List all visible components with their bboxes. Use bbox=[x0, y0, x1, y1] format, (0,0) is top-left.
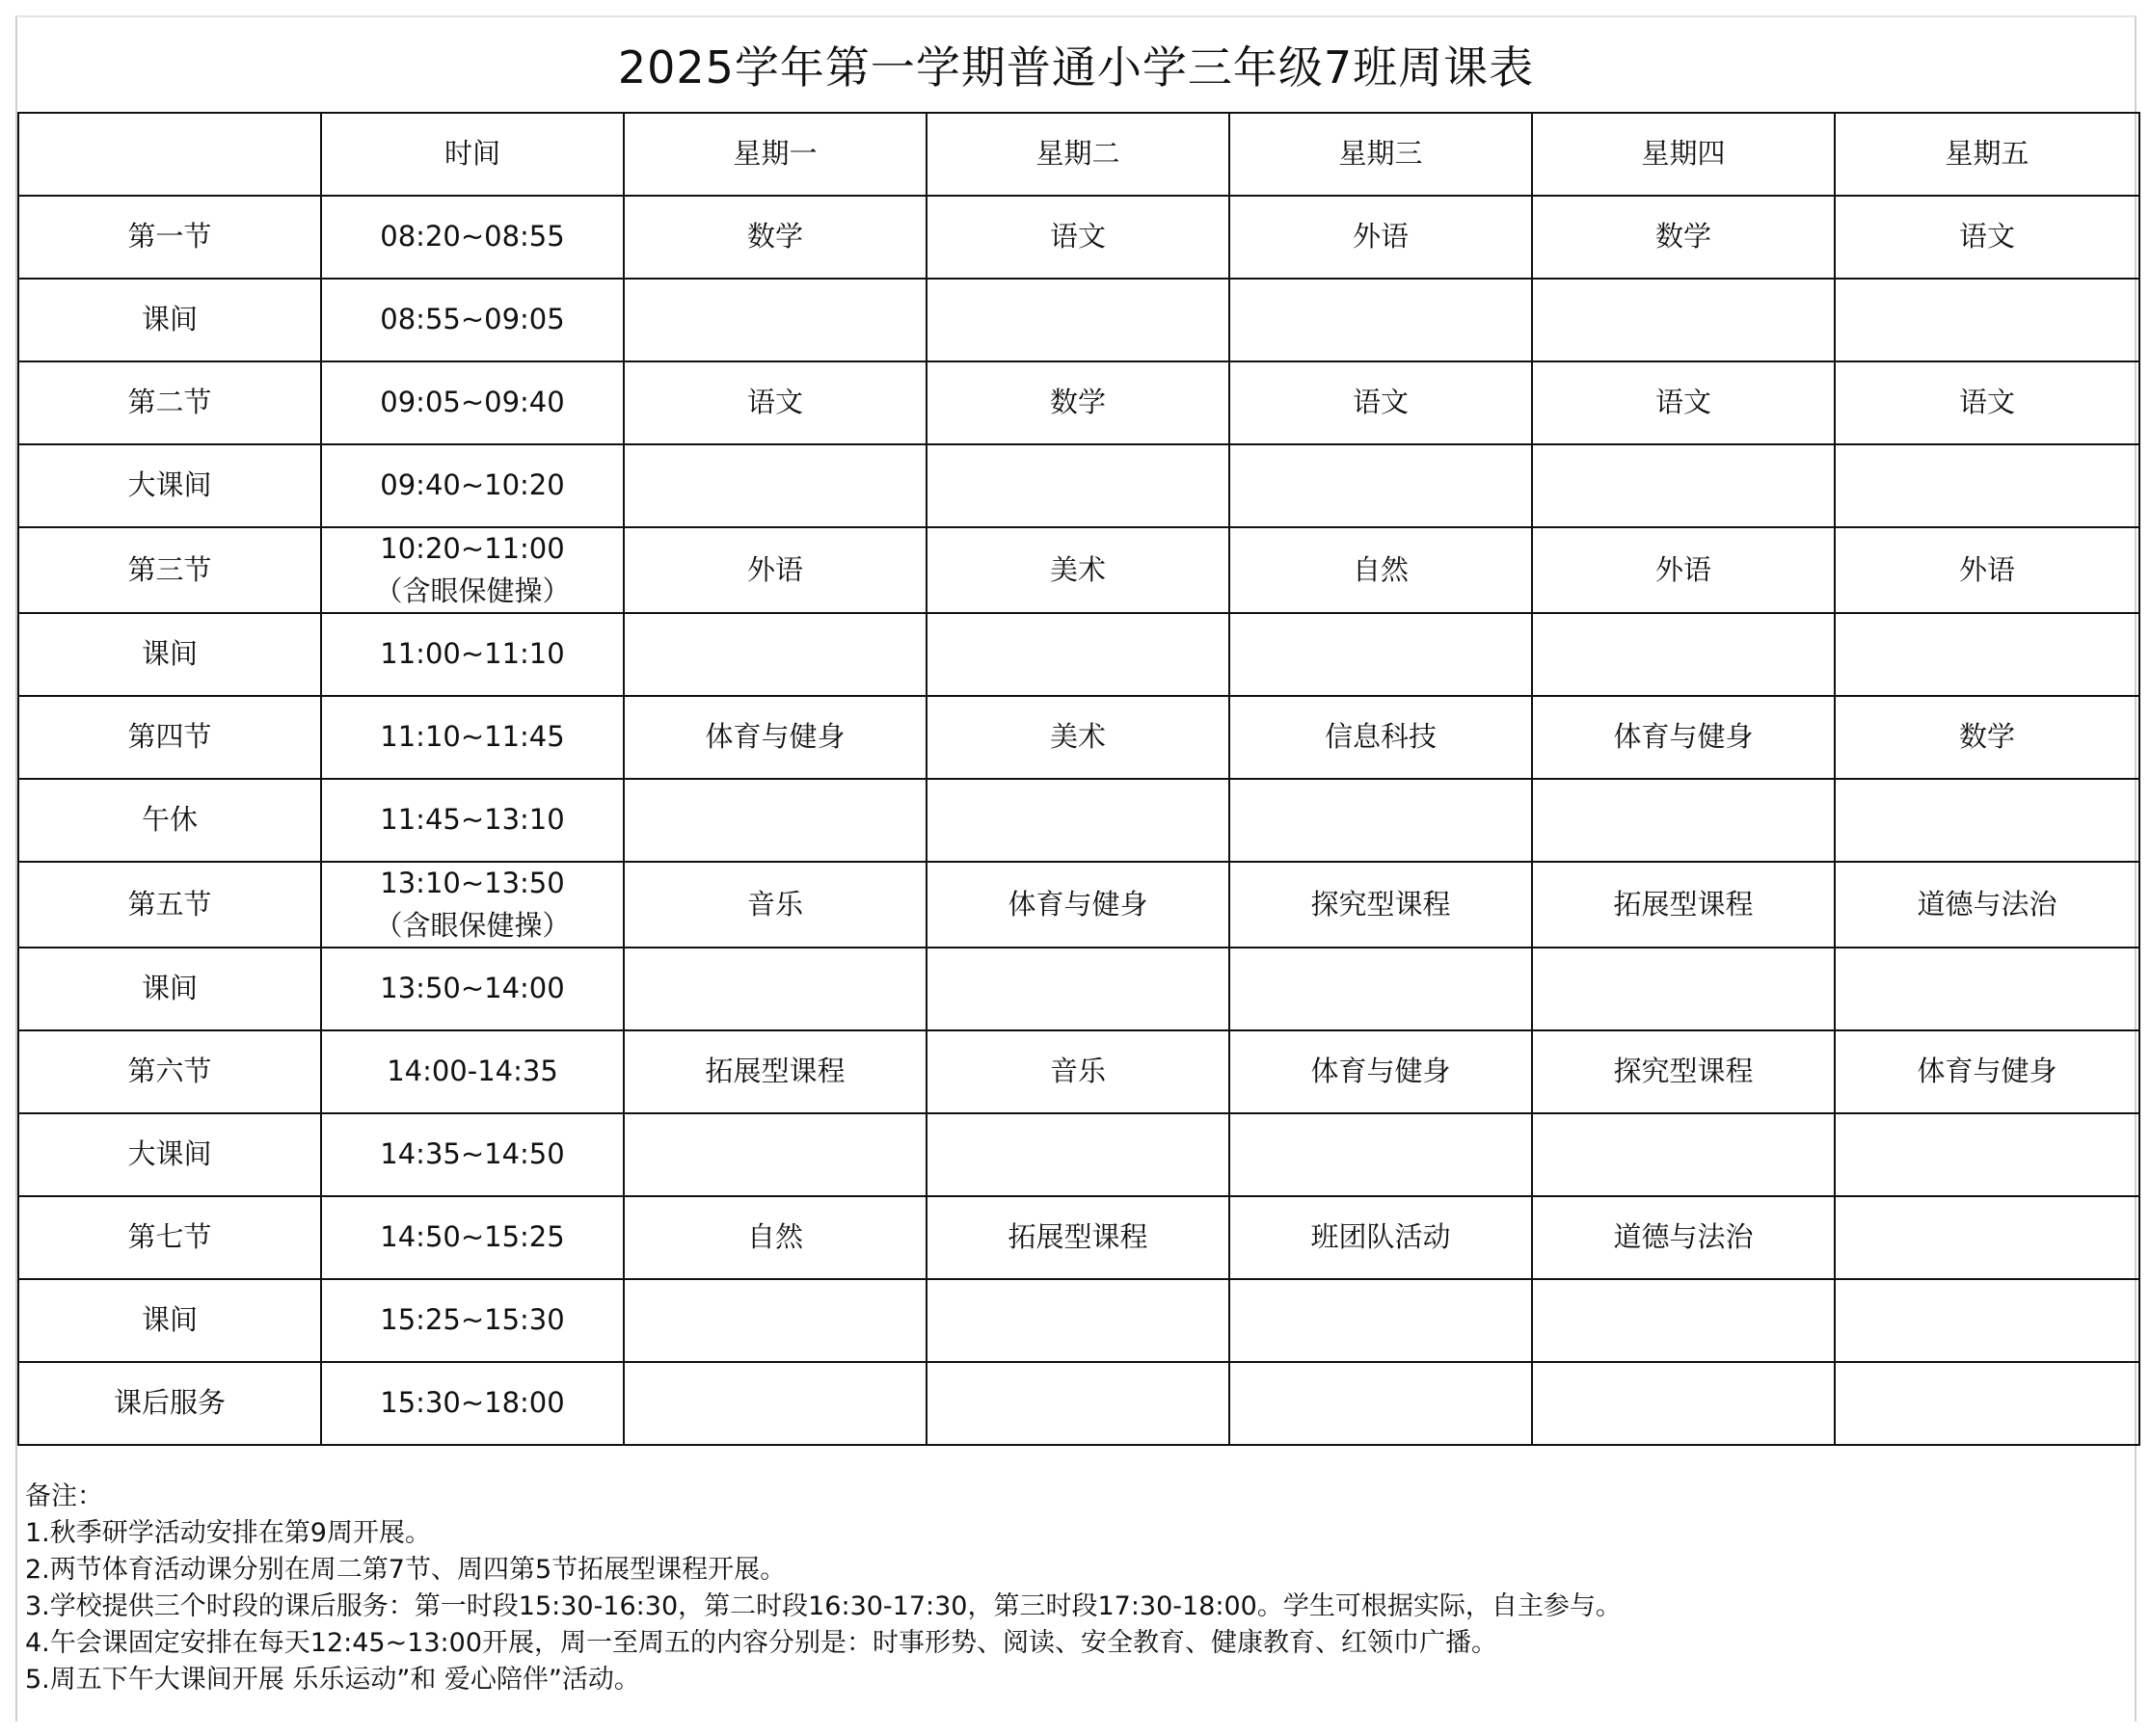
subject-cell: 数学 bbox=[1835, 696, 2139, 779]
time-range: 08:55~09:05 bbox=[380, 303, 565, 336]
schedule-row bbox=[18, 862, 2139, 948]
subject-cell bbox=[1532, 279, 1835, 361]
subject-cell bbox=[624, 948, 927, 1030]
subject-cell: 体育与健身 bbox=[1835, 1030, 2139, 1113]
subject-cell: 外语 bbox=[1835, 527, 2139, 613]
subject-cell: 音乐 bbox=[624, 862, 927, 948]
time-range: 11:00~11:10 bbox=[380, 637, 565, 671]
period-cell: 第七节 bbox=[18, 1196, 321, 1279]
header-day-friday: 星期五 bbox=[1835, 113, 2139, 196]
time-range: 09:05~09:40 bbox=[380, 386, 565, 419]
subject-cell bbox=[1229, 1362, 1532, 1445]
subject-cell: 体育与健身 bbox=[927, 862, 1229, 948]
subject-cell: 美术 bbox=[927, 527, 1229, 613]
time-cell bbox=[321, 862, 624, 948]
period-cell: 第一节 bbox=[18, 196, 321, 279]
subject-cell: 语文 bbox=[624, 361, 927, 444]
time-cell bbox=[321, 444, 624, 527]
subject-cell bbox=[927, 779, 1229, 862]
subject-cell: 道德与法治 bbox=[1532, 1196, 1835, 1279]
time-cell bbox=[321, 613, 624, 696]
schedule-row bbox=[18, 1030, 2139, 1113]
subject-cell: 数学 bbox=[927, 361, 1229, 444]
time-cell bbox=[321, 1196, 624, 1279]
subject-cell bbox=[1835, 279, 2139, 361]
schedule-row bbox=[18, 1279, 2139, 1362]
subject-cell bbox=[927, 613, 1229, 696]
subject-cell: 语文 bbox=[1532, 361, 1835, 444]
time-cell bbox=[321, 361, 624, 444]
time-range: 09:40~10:20 bbox=[380, 468, 565, 502]
subject-cell bbox=[927, 279, 1229, 361]
subject-cell bbox=[1835, 1362, 2139, 1445]
subject-cell: 数学 bbox=[624, 196, 927, 279]
subject-cell: 班团队活动 bbox=[1229, 1196, 1532, 1279]
time-range: 14:50~15:25 bbox=[380, 1220, 565, 1254]
subject-cell bbox=[624, 1113, 927, 1196]
header-blank-cell bbox=[18, 113, 321, 196]
subject-cell bbox=[624, 444, 927, 527]
schedule-row bbox=[18, 613, 2139, 696]
time-cell bbox=[321, 948, 624, 1030]
schedule-row bbox=[18, 696, 2139, 779]
subject-cell bbox=[624, 1279, 927, 1362]
schedule-row bbox=[18, 1113, 2139, 1196]
schedule-sheet bbox=[15, 15, 2137, 1722]
subject-cell bbox=[1532, 1113, 1835, 1196]
subject-cell bbox=[624, 779, 927, 862]
header-day-monday: 星期一 bbox=[624, 113, 927, 196]
note-item: 3.学校提供三个时段的课后服务：第一时段15:30-16:30，第二时段16:30-17:30，第三时段17:30-18:00。学生可根据实际，自主参与。 bbox=[25, 1591, 1622, 1621]
subject-cell bbox=[1229, 1279, 1532, 1362]
schedule-row bbox=[18, 1196, 2139, 1279]
subject-cell bbox=[1835, 948, 2139, 1030]
note-item: 2.两节体育活动课分别在周二第7节、周四第5节拓展型课程开展。 bbox=[25, 1555, 787, 1585]
subject-cell bbox=[1229, 779, 1532, 862]
header-day-thursday: 星期四 bbox=[1532, 113, 1835, 196]
time-cell bbox=[321, 696, 624, 779]
schedule-row bbox=[18, 1362, 2139, 1445]
time-range: 15:30~18:00 bbox=[380, 1386, 565, 1420]
schedule-row bbox=[18, 444, 2139, 527]
subject-cell: 拓展型课程 bbox=[927, 1196, 1229, 1279]
subject-cell: 外语 bbox=[624, 527, 927, 613]
time-range: 11:45~13:10 bbox=[380, 803, 565, 837]
subject-cell bbox=[1532, 613, 1835, 696]
period-cell: 大课间 bbox=[18, 1113, 321, 1196]
time-cell bbox=[321, 1113, 624, 1196]
subject-cell bbox=[1835, 1196, 2139, 1279]
header-day-tuesday: 星期二 bbox=[927, 113, 1229, 196]
time-cell bbox=[321, 196, 624, 279]
subject-cell: 拓展型课程 bbox=[1532, 862, 1835, 948]
time-cell bbox=[321, 1279, 624, 1362]
period-cell: 第三节 bbox=[18, 527, 321, 613]
subject-cell: 探究型课程 bbox=[1532, 1030, 1835, 1113]
subject-cell bbox=[1835, 444, 2139, 527]
subject-cell bbox=[1835, 779, 2139, 862]
subject-cell: 自然 bbox=[1229, 527, 1532, 613]
time-range: 13:10~13:50 bbox=[380, 867, 565, 899]
period-cell: 课间 bbox=[18, 948, 321, 1030]
schedule-row bbox=[18, 779, 2139, 862]
schedule-row bbox=[18, 196, 2139, 279]
time-range: 15:25~15:30 bbox=[380, 1303, 565, 1337]
period-cell: 第二节 bbox=[18, 361, 321, 444]
period-cell: 课间 bbox=[18, 279, 321, 361]
header-time-cell: 时间 bbox=[321, 113, 624, 196]
schedule-row bbox=[18, 361, 2139, 444]
schedule-row bbox=[18, 527, 2139, 613]
schedule-table bbox=[17, 112, 2140, 1446]
time-cell bbox=[321, 279, 624, 361]
header-day-wednesday: 星期三 bbox=[1229, 113, 1532, 196]
time-range: 10:20~11:00 bbox=[380, 532, 565, 565]
subject-cell: 外语 bbox=[1532, 527, 1835, 613]
subject-cell bbox=[927, 948, 1229, 1030]
period-cell: 午休 bbox=[18, 779, 321, 862]
subject-cell bbox=[1229, 1113, 1532, 1196]
time-cell bbox=[321, 1362, 624, 1445]
period-cell: 课后服务 bbox=[18, 1362, 321, 1445]
subject-cell: 自然 bbox=[624, 1196, 927, 1279]
subject-cell bbox=[1532, 444, 1835, 527]
subject-cell: 数学 bbox=[1532, 196, 1835, 279]
schedule-row bbox=[18, 948, 2139, 1030]
subject-cell: 探究型课程 bbox=[1229, 862, 1532, 948]
subject-cell: 语文 bbox=[1229, 361, 1532, 444]
subject-cell: 拓展型课程 bbox=[624, 1030, 927, 1113]
time-note: （含眼保健操） bbox=[374, 574, 571, 607]
time-cell bbox=[321, 1030, 624, 1113]
subject-cell: 外语 bbox=[1229, 196, 1532, 279]
subject-cell bbox=[1229, 613, 1532, 696]
period-cell: 第四节 bbox=[18, 696, 321, 779]
subject-cell bbox=[1835, 613, 2139, 696]
period-cell: 第五节 bbox=[18, 862, 321, 948]
subject-cell: 信息科技 bbox=[1229, 696, 1532, 779]
subject-cell bbox=[1532, 1279, 1835, 1362]
time-cell bbox=[321, 779, 624, 862]
subject-cell bbox=[1532, 948, 1835, 1030]
schedule-body bbox=[18, 196, 2139, 1445]
time-range: 11:10~11:45 bbox=[380, 720, 565, 754]
subject-cell bbox=[927, 1279, 1229, 1362]
subject-cell: 语文 bbox=[1835, 196, 2139, 279]
subject-cell bbox=[1229, 948, 1532, 1030]
subject-cell bbox=[1532, 1362, 1835, 1445]
subject-cell bbox=[624, 613, 927, 696]
subject-cell bbox=[1532, 779, 1835, 862]
subject-cell bbox=[624, 279, 927, 361]
subject-cell: 美术 bbox=[927, 696, 1229, 779]
notes-heading: 备注： bbox=[25, 1482, 103, 1511]
subject-cell bbox=[1229, 279, 1532, 361]
time-range: 14:00-14:35 bbox=[387, 1055, 558, 1088]
subject-cell: 音乐 bbox=[927, 1030, 1229, 1113]
schedule-row bbox=[18, 279, 2139, 361]
subject-cell: 语文 bbox=[1835, 361, 2139, 444]
period-cell: 大课间 bbox=[18, 444, 321, 527]
subject-cell bbox=[1229, 444, 1532, 527]
subject-cell: 体育与健身 bbox=[1532, 696, 1835, 779]
notes-section bbox=[25, 1479, 2127, 1698]
subject-cell bbox=[927, 444, 1229, 527]
time-range: 13:50~14:00 bbox=[380, 972, 565, 1005]
subject-cell: 语文 bbox=[927, 196, 1229, 279]
subject-cell: 道德与法治 bbox=[1835, 862, 2139, 948]
subject-cell bbox=[1835, 1279, 2139, 1362]
subject-cell bbox=[624, 1362, 927, 1445]
header-row bbox=[18, 113, 2139, 196]
note-item: 1.秋季研学活动安排在第9周开展。 bbox=[25, 1518, 431, 1548]
time-range: 14:35~14:50 bbox=[380, 1137, 565, 1171]
period-cell: 第六节 bbox=[18, 1030, 321, 1113]
note-item: 4.午会课固定安排在每天12:45~13:00开展，周一至周五的内容分别是：时事形势、阅读、安全教育、健康教育、红领巾广播。 bbox=[25, 1628, 1498, 1658]
page-title: 2025学年第一学期普通小学三年级7班周课表 bbox=[617, 41, 1535, 93]
subject-cell: 体育与健身 bbox=[624, 696, 927, 779]
subject-cell bbox=[927, 1113, 1229, 1196]
period-cell: 课间 bbox=[18, 613, 321, 696]
time-range: 08:20~08:55 bbox=[380, 220, 565, 254]
subject-cell bbox=[927, 1362, 1229, 1445]
period-cell: 课间 bbox=[18, 1279, 321, 1362]
note-item: 5.周五下午大课间开展 乐乐运动”和 爱心陪伴”活动。 bbox=[25, 1665, 640, 1695]
subject-cell bbox=[1835, 1113, 2139, 1196]
subject-cell: 体育与健身 bbox=[1229, 1030, 1532, 1113]
time-note: （含眼保健操） bbox=[374, 908, 571, 942]
time-cell bbox=[321, 527, 624, 613]
